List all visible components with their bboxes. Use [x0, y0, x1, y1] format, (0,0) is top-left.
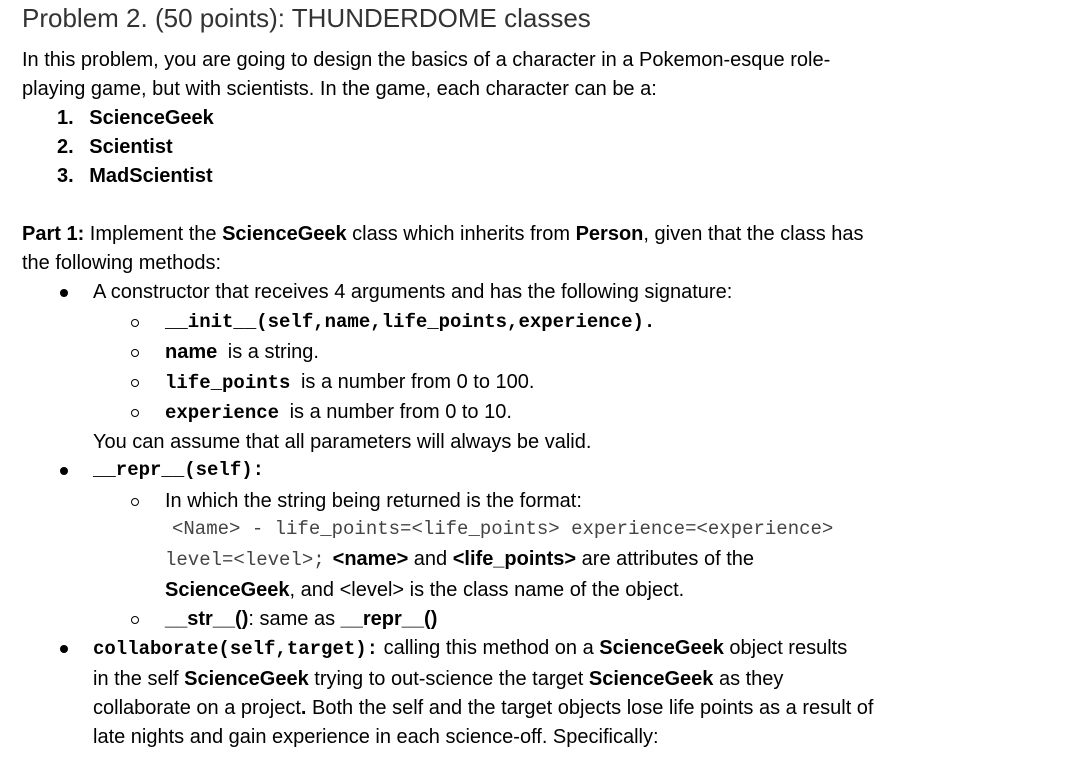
collaborate-text: in the self — [93, 668, 185, 690]
param-name: experience — [165, 402, 280, 424]
collaborate-line-2 — [93, 666, 783, 692]
collaborate-line-3 — [93, 695, 874, 721]
collaborate-line-1 — [93, 635, 847, 662]
class-name: ScienceGeek — [599, 637, 724, 659]
param-desc: is a number from 0 to 10. — [284, 401, 512, 423]
list-item-label: MadScientist — [89, 165, 213, 187]
collaborate-line-4: late nights and gain experience in each science-off. Specifically: — [93, 726, 659, 748]
part1-line-1 — [22, 221, 864, 247]
intro-line-1: In this problem, you are going to design the basics of a character in a Pokemon-esque role- — [22, 49, 831, 71]
bullet-icon — [60, 467, 68, 475]
circle-bullet-icon — [131, 409, 139, 417]
repr-text: and — [408, 548, 453, 570]
repr-text: , and <level> is the class name of the object. — [289, 579, 685, 601]
repr-format-tail: level=<level>; — [165, 549, 325, 571]
collaborate-text: trying to out-science the target — [308, 668, 589, 690]
attr-name: <name> — [332, 548, 409, 570]
param-name-line — [165, 339, 319, 365]
str-line — [165, 606, 437, 632]
part1-label: Part 1: — [22, 223, 85, 245]
part1-text: , given that the class has — [643, 223, 864, 245]
str-text: : same as — [248, 608, 341, 630]
param-name: name — [165, 341, 218, 363]
repr-format-line-2 — [165, 546, 754, 573]
param-name: life_points — [165, 372, 291, 394]
repr-signature: __repr__(self): — [93, 459, 265, 481]
collaborate-text: as they — [713, 668, 784, 690]
collaborate-text: . — [300, 697, 307, 719]
class-name: ScienceGeek — [184, 668, 309, 690]
circle-bullet-icon — [131, 319, 139, 327]
repr-format-line-1: <Name> - life_points=<life_points> experience=<experience> — [172, 518, 834, 540]
param-desc: is a string. — [222, 341, 319, 363]
collaborate-signature: collaborate(self,target): — [93, 638, 379, 660]
list-number: 1. — [57, 107, 74, 129]
constructor-intro: A constructor that receives 4 arguments and has the following signature: — [93, 281, 733, 303]
page-title: Problem 2. (50 points): THUNDERDOME classes — [22, 3, 591, 33]
collaborate-text: collaborate on a project — [93, 697, 301, 719]
list-item-madscientist — [57, 163, 213, 189]
list-number: 3. — [57, 165, 74, 187]
attr-life-points: <life_points> — [452, 548, 577, 570]
repr-text: are attributes of the — [576, 548, 754, 570]
list-number: 2. — [57, 136, 74, 158]
parent-class-name: Person — [575, 223, 644, 245]
repr-ref: __repr__() — [340, 608, 438, 630]
class-name: ScienceGeek — [165, 579, 290, 601]
constructor-signature: __init__(self,name,life_points,experience). — [165, 311, 656, 333]
param-desc: is a number from 0 to 100. — [295, 371, 535, 393]
str-signature: __str__() — [165, 608, 249, 630]
bullet-icon — [60, 645, 68, 653]
list-item-scientist — [57, 134, 173, 160]
param-experience-line — [165, 399, 512, 426]
collaborate-text: Both the self and the target objects lose life points as a result of — [306, 697, 874, 719]
bullet-icon — [60, 289, 68, 297]
repr-format-line-3 — [165, 577, 684, 603]
list-item-label: ScienceGeek — [89, 107, 214, 129]
part1-line-2: the following methods: — [22, 252, 222, 274]
part1-text: Implement the — [84, 223, 223, 245]
circle-bullet-icon — [131, 349, 139, 357]
circle-bullet-icon — [131, 616, 139, 624]
intro-line-2: playing game, but with scientists. In the game, each character can be a: — [22, 78, 657, 100]
circle-bullet-icon — [131, 379, 139, 387]
part1-text: class which inherits from — [346, 223, 576, 245]
list-item-sciencegeek — [57, 105, 214, 131]
class-name: ScienceGeek — [222, 223, 347, 245]
list-item-label: Scientist — [89, 136, 173, 158]
class-name: ScienceGeek — [588, 668, 714, 690]
collaborate-text: object results — [723, 637, 848, 659]
assumption-note: You can assume that all parameters will always be valid. — [93, 431, 592, 453]
collaborate-text: calling this method on a — [378, 637, 600, 659]
param-life-points-line — [165, 369, 534, 396]
repr-desc: In which the string being returned is the format: — [165, 490, 582, 512]
circle-bullet-icon — [131, 498, 139, 506]
